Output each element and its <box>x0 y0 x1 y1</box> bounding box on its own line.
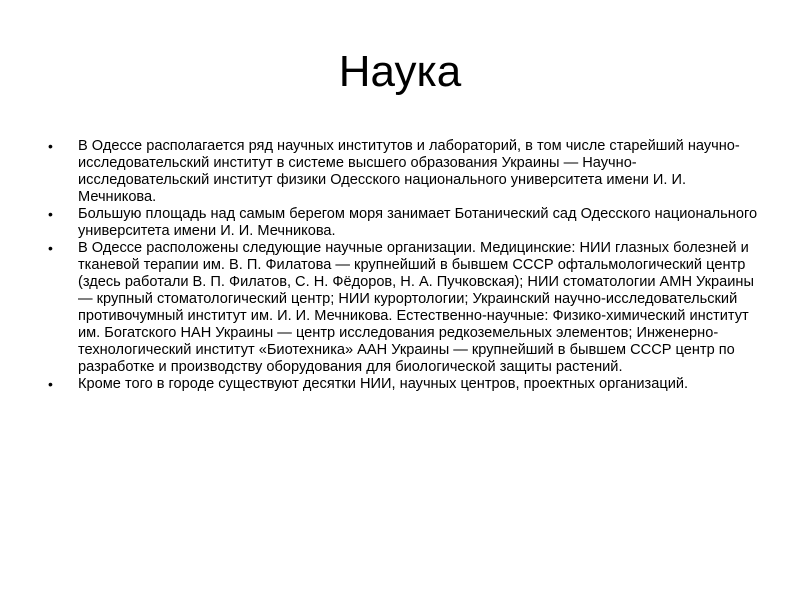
bullet-text: В Одессе располагается ряд научных институтов и лабораторий, в том числе старейший научно-исследовательский институт в системе высшего образования Украины — Научно-исследовательский институт физики Одесского национального университета имени И. И. Мечникова. <box>78 138 740 205</box>
bullet-text: Большую площадь над самым берегом моря занимает Ботанический сад Одесского национального университета имени И. И. Мечникова. <box>78 206 758 239</box>
bullet-item <box>45 206 760 240</box>
bullet-text: Кроме того в городе существуют десятки НИИ, научных центров, проектных организаций. <box>78 376 689 392</box>
bullet-list <box>45 138 760 393</box>
bullet-dot-icon: • <box>48 376 53 392</box>
bullet-text: В Одессе расположены следующие научные организации. Медицинские: НИИ глазных болезней и тканевой терапии им. В. П. Филатова — крупнейший в бывшем СССР офтальмологический центр (здесь работали В. П. Филатов, С. Н. Фёдоров, Н. А. Пучковская); НИИ стоматологии АМН Украины — крупный стоматологический центр; НИИ курортологии; Украинский научно-исследовательский противочумный институт им. И. И. Мечникова. Естественно-научные: Физико-химический институт им. Богатского НАН Украины — центр исследования редкоземельных элементов; Инженерно-технологический институт «Биотехника» ААН Украины — крупнейший в бывшем СССР центр по разработке и производству оборудования для биологической защиты растений. <box>78 240 754 375</box>
bullet-dot-icon: • <box>48 206 53 222</box>
slide-title: Наука <box>338 47 462 96</box>
bullet-item <box>45 138 760 206</box>
bullet-item <box>45 240 760 376</box>
bullet-dot-icon: • <box>48 138 53 154</box>
bullet-item <box>45 376 760 393</box>
bullet-dot-icon: • <box>48 240 53 256</box>
